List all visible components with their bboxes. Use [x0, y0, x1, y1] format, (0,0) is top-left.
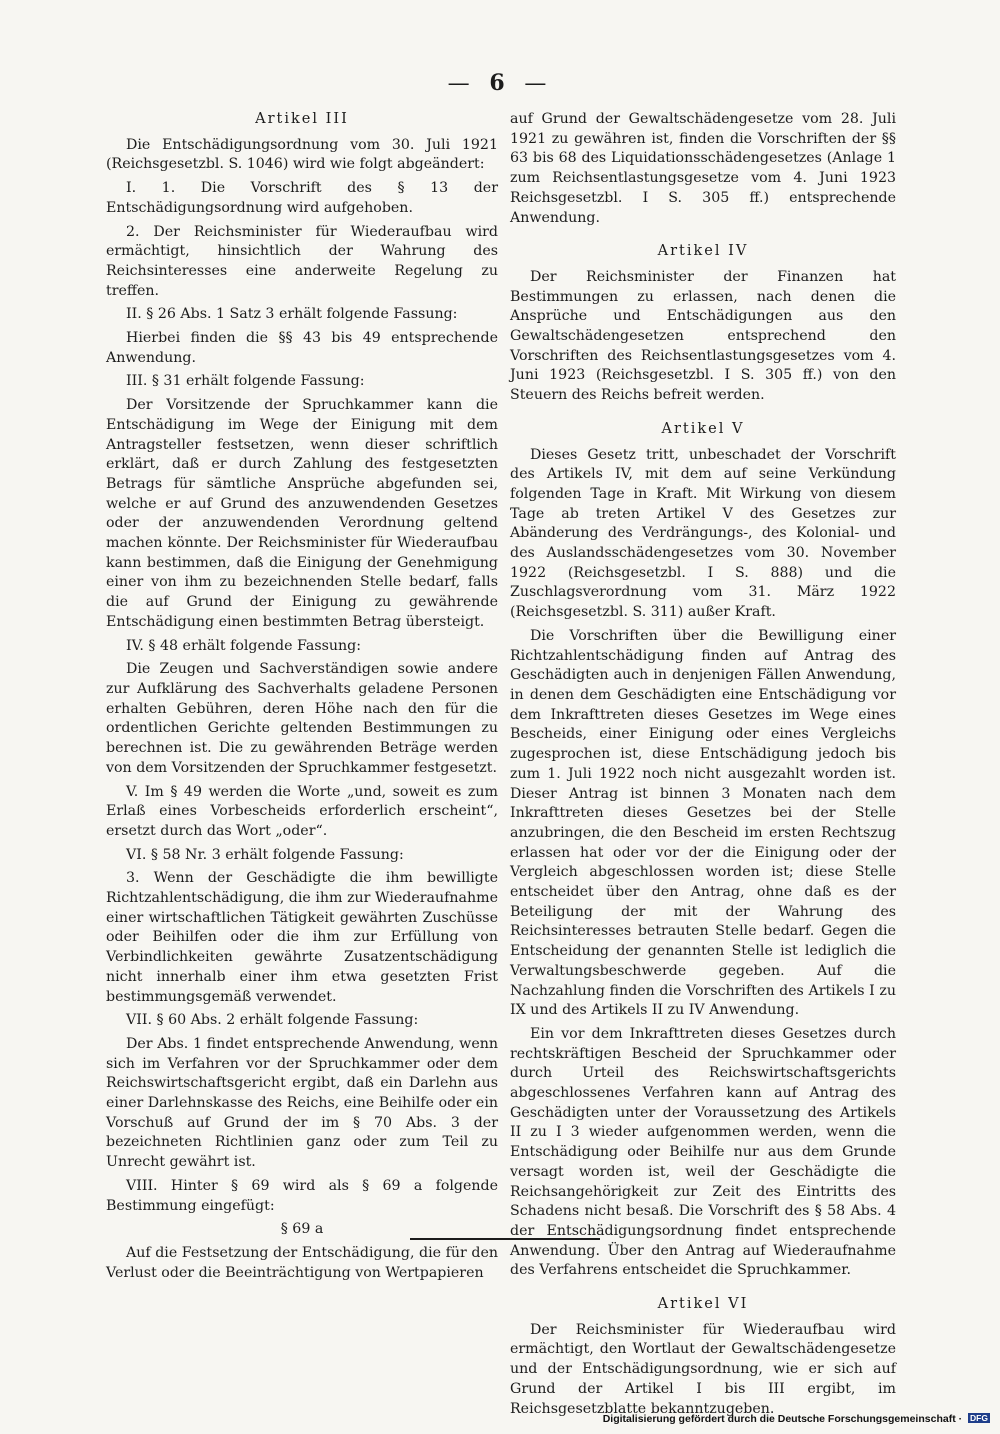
paragraph-69a-text: Auf die Festsetzung der Entschädigung, die für den Verlust oder die Beeinträchtigung von Wertpapieren [106, 1244, 498, 1281]
section-i-2: 2. Der Reichsminister für Wiederaufbau wird ermächtigt, hinsichtlich der Wahrung des Reichsinteresses eine anderweite Regelung zu treffen. [106, 223, 498, 299]
right-column [510, 110, 896, 1423]
end-rule [410, 1238, 600, 1240]
article-5-paragraph-2: Die Vorschriften über die Bewilligung einer Richtzahlentschädigung finden auf Antrag des Geschädigten auch in denjenigen Fällen Anwendung, in denen dem Geschädigten eine Entschädigung vor dem Inkrafttreten dieses Gesetzes im Wege eines Bescheids, einer Einigung oder eines Vergleichs zugesprochen ist, diese Entschädigung jedoch bis zum 1. Juli 1922 noch nicht ausgezahlt worden ist. Dieser Antrag ist binnen 3 Monaten nach dem Inkrafttreten dieses Gesetzes bei der Stelle anzubringen, die den Bescheid im ersten Rechtszug erlassen hat oder vor der die Einigung oder der Vergleich abgeschlossen worden ist; diese Stelle entscheidet über den Antrag, ohne daß es der Beteiligung der mit der Wahrung des Reichsinteresses betrauten Stelle bedarf. Gegen die Entscheidung der genannten Stelle ist lediglich die Verwaltungsbeschwerde gegeben. Auf die Nachzahlung finden die Vorschriften des Artikels I zu IX und des Artikels II zu IV Anwendung. [510, 627, 896, 1019]
section-vii: VII. § 60 Abs. 2 erhält folgende Fassung: [126, 1012, 419, 1029]
section-ii: II. § 26 Abs. 1 Satz 3 erhält folgende Fassung: [126, 306, 458, 323]
section-viii: VIII. Hinter § 69 wird als § 69 a folgende Bestimmung eingefügt: [106, 1177, 498, 1214]
section-vi-text: 3. Wenn der Geschädigte die ihm bewilligte Richtzahlentschädigung, die ihm zur Wiederaufnahme einer wirtschaftlichen Tätigkeit gewährten Zuschüsse oder Beihilfen oder die ihm zur Erfüllung von Verbindlichkeiten gewährte Zusatzentschädigung nicht innerhalb einer ihm etwa gesetzten Frist bestimmungsgemäß verwendet. [106, 870, 498, 1005]
section-iii-text: Der Vorsitzende der Spruchkammer kann die Entschädigung im Wege der Einigung mit dem Antragsteller festsetzen, wenn dieser schriftlich erklärt, daß er durch Zahlung des festgesetzten Betrags für sämtliche Ansprüche abgefunden sei, welche er auf Grund des anzuwendenden Gesetzes oder der anzuwendenden Verordnung geltend machen könnte. Der Reichsminister für Wiederaufbau kann bestimmen, daß die Einigung der Genehmigung einer von ihm zu bezeichnenden Stelle bedarf, falls die auf Grund der Einigung zu gewährende Entschädigung einen bestimmten Betrag übersteigt. [106, 397, 498, 630]
article-3-heading: Artikel III [255, 111, 349, 127]
left-column [106, 110, 498, 1287]
section-vi: VI. § 58 Nr. 3 erhält folgende Fassung: [126, 846, 404, 863]
article-4-text: Der Reichsminister der Finanzen hat Bestimmungen zu erlassen, nach denen die Ansprüche und Entschädigungen aus den Gewaltschädengesetzen entsprechend den Vorschriften des Reichsentlastungsgesetzes vom 4. Juni 1923 (Reichsgesetzbl. I S. 305 ff.) von den Steuern des Reichs befreit werden. [510, 268, 896, 404]
section-i-1: I. 1. Die Vorschrift des § 13 der Entschädigungsordnung wird aufgehoben. [106, 180, 498, 216]
section-iii: III. § 31 erhält folgende Fassung: [126, 373, 365, 390]
article-3-intro: Die Entschädigungsordnung vom 30. Juli 1921 (Reichsgesetzbl. S. 1046) wird wie folgt abgeändert: [106, 136, 498, 173]
article-6-text: Der Reichsminister für Wiederaufbau wird ermächtigt, den Wortlaut der Gewaltschädengesetze und der Entschädigungsordnung, wie er sich auf Grund der Artikel I bis III ergibt, im Reichsgesetzblatte bekanntzugeben. [510, 1321, 896, 1417]
article-4-heading: Artikel IV [657, 243, 749, 260]
article-5-paragraph-3: Ein vor dem Inkrafttreten dieses Gesetzes durch rechtskräftigen Bescheid der Spruchkammer oder durch Urteil des Reichswirtschaftsgerichts abgeschlossenes Verfahren kann auf Antrag des Geschädigten unter der Voraussetzung des Artikels II zu I 3 wieder aufgenommen werden, wenn die Entschädigung oder Beihilfe nur aus dem Grunde versagt worden ist, weil der Geschädigte die Reichsangehörigkeit zur Zeit des Eintritts des Schadens nicht besaß. Die Vorschrift des § 58 Abs. 4 der Entschädigungsordnung findet entsprechende Anwendung. Über den Antrag auf Wiederaufnahme des Verfahrens entscheidet die Spruchkammer. [510, 1025, 896, 1279]
continuation-text: auf Grund der Gewaltschädengesetze vom 28. Juli 1921 zu gewähren ist, finden die Vorschriften der §§ 63 bis 68 des Liquidationsschädengesetzes (Anlage 1 zum Reichsentlastungsgesetze vom 4. Juni 1923 Reichsgesetzbl. I S. 305 ff.) entsprechende Anwendung. [510, 111, 896, 226]
dfg-logo: DFG [970, 1413, 988, 1423]
section-v: V. Im § 49 werden die Worte „und, soweit es zum Erlaß eines Vorbescheids erforderlich erscheint“, ersetzt durch das Wort „oder“. [106, 783, 498, 839]
article-6-heading: Artikel VI [657, 1296, 749, 1313]
section-iv-text: Die Zeugen und Sachverständigen sowie andere zur Aufklärung des Sachverhalts geladene Personen erhalten Gebühren, deren Höhe nach den für die ordentlichen Gerichte geltenden Bestimmungen zu berechnen ist. Die zu gewährenden Beträge werden von dem Vorsitzenden der Spruchkammer festgesetzt. [106, 661, 498, 776]
section-ii-text: Hierbei finden die §§ 43 bis 49 entsprechende Anwendung. [106, 330, 498, 366]
section-iv: IV. § 48 erhält folgende Fassung: [126, 637, 362, 654]
article-5-paragraph-1: Dieses Gesetz tritt, unbeschadet der Vorschrift des Artikels IV, mit dem auf seine Verkündung folgenden Tage in Kraft. Mit Wirkung von diesem Tage ab treten Artikel V des Gesetzes zur Abänderung des Verdrängungs-, des Kolonial- und des Auslandsschädengesetzes vom 30. November 1922 (Reichsgesetzbl. I S. 888) und die Zuschlagsverordnung vom 31. März 1922 (Reichsgesetzbl. S. 311) außer Kraft. [510, 446, 896, 621]
footer-credit [600, 1413, 990, 1425]
page-number [0, 70, 1000, 96]
footer-separator: · [958, 1413, 966, 1425]
page-number-value: 6 [489, 70, 511, 96]
paragraph-69a-heading: § 69 a [280, 1221, 324, 1238]
article-5-heading: Artikel V [661, 420, 745, 437]
section-vii-text: Der Abs. 1 findet entsprechende Anwendung, wenn sich im Verfahren vor der Spruchkammer oder dem Reichswirtschaftsgericht ergibt, daß ein Darlehn aus einer Darlehnskasse des Reichs, eine Beihilfe oder ein Vorschuß auf Grund der im § 70 Abs. 3 der bezeichneten Richtlinien ganz oder zum Teil zu Unrecht gewährt ist. [106, 1035, 498, 1171]
footer-text: Digitalisierung gefördert durch die Deutsche Forschungsgemeinschaft [602, 1413, 956, 1425]
page-number-dash-right: — [524, 71, 553, 96]
page-number-dash-left: — [447, 71, 476, 96]
